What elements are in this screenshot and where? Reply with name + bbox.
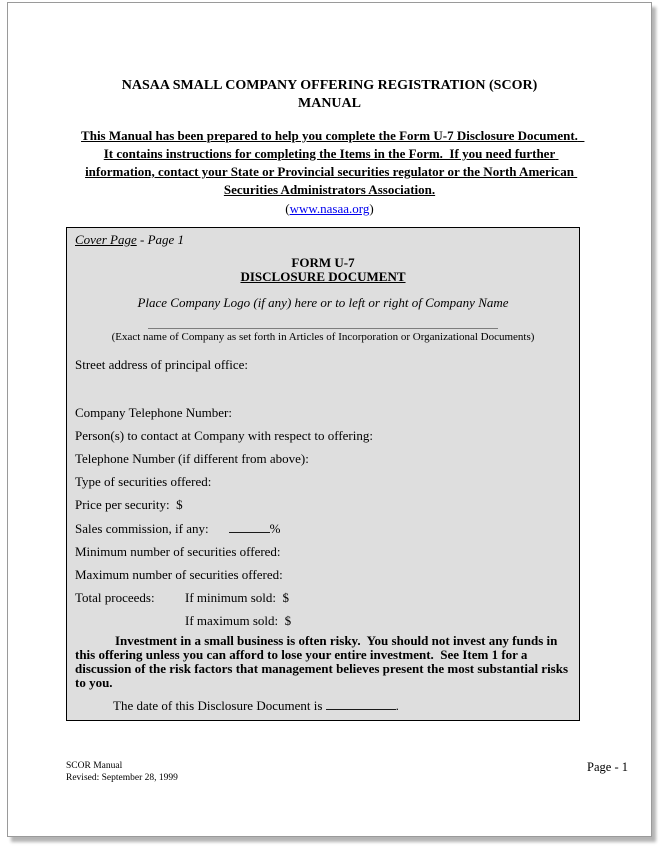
company-name-caption: (Exact name of Company as set forth in Articles of Incorporation or Organizational Documents) bbox=[111, 331, 535, 343]
if-maximum-sold-label: If maximum sold: $ bbox=[185, 613, 292, 628]
sales-commission-label: Sales commission, if any: bbox=[75, 521, 209, 536]
form-subtitle: DISCLOSURE DOCUMENT bbox=[240, 269, 406, 284]
footer-doc-info bbox=[66, 760, 178, 784]
field-contact-persons: Person(s) to contact at Company with respect to offering: bbox=[75, 428, 373, 443]
form-u7-box bbox=[66, 227, 580, 721]
field-total-proceeds-max bbox=[75, 614, 571, 627]
date-blank bbox=[326, 698, 396, 710]
nasaa-website-link[interactable]: www.nasaa.org bbox=[289, 201, 370, 216]
document-page bbox=[7, 2, 652, 837]
date-line-suffix: . bbox=[395, 698, 399, 713]
manual-title bbox=[8, 77, 651, 113]
disclosure-date-line bbox=[75, 698, 571, 713]
intro-text: This Manual has been prepared to help you complete the Form U-7 Disclosure Document. It contains instructions for completing the Items in the Form. If you need further information, contact your State or Provincial securities regulator or the North American Securities Administrators Association. bbox=[81, 128, 585, 197]
form-title: FORM U-7 bbox=[291, 255, 355, 270]
page-footer bbox=[66, 760, 628, 784]
footer-revision-date: Revised: September 28, 1999 bbox=[66, 773, 178, 783]
company-name-blank-line bbox=[148, 328, 498, 329]
total-proceeds-label: Total proceeds: bbox=[75, 590, 155, 605]
cover-page-label: Cover Page bbox=[75, 232, 137, 247]
link-close-paren: ) bbox=[369, 201, 374, 216]
link-open-paren: ( bbox=[285, 201, 290, 216]
field-min-securities: Minimum number of securities offered: bbox=[75, 544, 281, 559]
if-minimum-sold-label: If minimum sold: $ bbox=[185, 590, 289, 605]
field-max-securities: Maximum number of securities offered: bbox=[75, 567, 283, 582]
footer-page-number: Page - 1 bbox=[587, 760, 628, 774]
sales-commission-percent: % bbox=[269, 521, 281, 536]
logo-placement-note: Place Company Logo (if any) here or to left or right of Company Name bbox=[137, 295, 509, 310]
website-link-line bbox=[8, 201, 651, 216]
intro-paragraph bbox=[77, 127, 585, 199]
field-total-proceeds-min bbox=[75, 591, 571, 604]
field-sales-commission bbox=[75, 521, 571, 535]
sales-commission-blank bbox=[229, 521, 270, 533]
field-phone-if-different: Telephone Number (if different from above): bbox=[75, 451, 309, 466]
cover-page-heading bbox=[75, 233, 571, 247]
manual-title-line2: MANUAL bbox=[298, 96, 361, 111]
field-price-per-security: Price per security: $ bbox=[75, 497, 183, 512]
field-securities-type: Type of securities offered: bbox=[75, 474, 212, 489]
manual-title-line1: NASAA SMALL COMPANY OFFERING REGISTRATION (SCOR) bbox=[121, 78, 538, 93]
field-street-address: Street address of principal office: bbox=[75, 357, 249, 372]
footer-doc-name: SCOR Manual bbox=[66, 761, 123, 771]
cover-page-suffix: - Page 1 bbox=[136, 232, 185, 247]
risk-warning-paragraph: Investment in a small business is often risky. You should not invest any funds in this offering unless you can afford to lose your entire investment. See Item 1 for a discussion of the risk factors that management believes present the most substantial risks to you. bbox=[75, 633, 572, 690]
field-company-phone: Company Telephone Number: bbox=[75, 405, 232, 420]
date-line-prefix: The date of this Disclosure Document is bbox=[113, 698, 326, 713]
